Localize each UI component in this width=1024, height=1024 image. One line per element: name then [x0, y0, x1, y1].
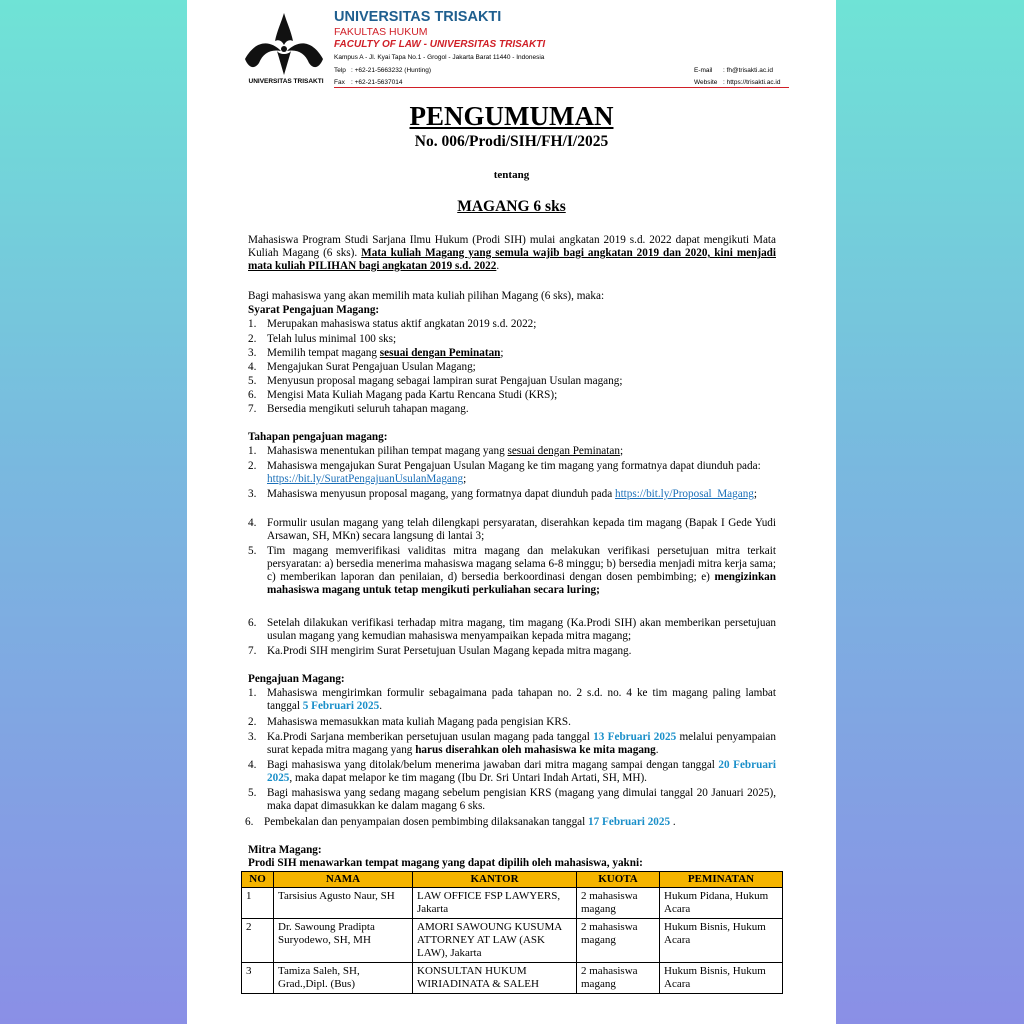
mitra-heading: Mitra Magang: [248, 844, 322, 856]
col-kantor: KANTOR [413, 872, 577, 888]
mitra-subheading: Prodi SIH menawarkan tempat magang yang dapat dipilih oleh mahasiswa, yakni: [248, 857, 643, 869]
cell-kantor: AMORI SAWOUNG KUSUMA ATTORNEY AT LAW (ASK LAW), Jakarta [413, 919, 577, 963]
trisakti-logo-icon [241, 11, 327, 77]
cell-kuota: 2 mahasiswa magang [577, 888, 660, 919]
fax-label: Fax [334, 79, 345, 86]
email-value: : fh@trisakti.ac.id [723, 67, 773, 74]
col-nama: NAMA [274, 872, 413, 888]
cell-no: 2 [242, 919, 274, 963]
cell-kantor: LAW OFFICE FSP LAWYERS, Jakarta [413, 888, 577, 919]
website-value: : https://trisakti.ac.id [723, 79, 781, 86]
cell-nama: Tamiza Saleh, SH, Grad.,Dipl. (Bus) [274, 963, 413, 994]
cell-kuota: 2 mahasiswa magang [577, 919, 660, 963]
cell-no: 1 [242, 888, 274, 919]
telp-value: : +62-21-5663232 (Hunting) [351, 67, 432, 74]
campus-address: Kampus A - Jl. Kyai Tapa No.1 - Grogol - Jakarta Barat 11440 - Indonesia [334, 54, 545, 61]
cell-no: 3 [242, 963, 274, 994]
table-row [242, 919, 783, 963]
table-row [242, 888, 783, 919]
col-kuota: KUOTA [577, 872, 660, 888]
doc-number: No. 006/Prodi/SIH/FH/I/2025 [414, 133, 609, 150]
link-proposal-magang[interactable]: https://bit.ly/Proposal_Magang [614, 488, 754, 500]
header-divider [334, 87, 789, 88]
cell-peminatan: Hukum Bisnis, Hukum Acara [660, 919, 783, 963]
col-peminatan: PEMINATAN [660, 872, 783, 888]
fax-value: : +62-21-5637014 [351, 79, 403, 86]
intro-paragraph: Mahasiswa Program Studi Sarjana Ilmu Hukum (Prodi SIH) mulai angkatan 2019 s.d. 2022 dapat mengikuti Mata Kuliah Magang (6 sks). Mata kuliah Magang yang semula wajib bagi angkatan 2019 dan 2020, kini menjadi mata kuliah PILIHAN bagi angkatan 2019 s.d. 2022. [248, 234, 776, 272]
syarat-heading: Syarat Pengajuan Magang: [248, 304, 380, 316]
website-label: Website [694, 79, 718, 86]
intro-emphasis: Mata kuliah Magang yang semula wajib bagi angkatan 2019 dan 2020, kini menjadi mata kuliah PILIHAN bagi angkatan 2019 s.d. 2022 [248, 247, 776, 272]
table-header-row [242, 872, 783, 888]
university-name: UNIVERSITAS TRISAKTI [334, 9, 502, 25]
doc-subject: MAGANG 6 sks [457, 198, 566, 215]
faculty-name-en: FACULTY OF LAW - UNIVERSITAS TRISAKTI [334, 39, 546, 50]
col-no: NO [242, 872, 274, 888]
document-page: UNIVERSITAS TRISAKTI UNIVERSITAS TRISAKTI FAKULTAS HUKUM FACULTY OF LAW - UNIVERSITAS TRISAKTI Kampus A - Jl. Kyai Tapa No.1 - Grogol - Jakarta Barat 11440 - Indonesia Telp : +62-21-5663232 (Hunting) Fax : +62-21-5637014 E-mail : fh@trisakti.ac.id Website : https://trisakti.ac.id PENGUMUMAN No. 006/Prodi/SIH/FH/I/2025 tentang MAGANG 6 sks Mahasiswa Program Studi Sarjana Ilmu Hukum (Prodi SIH) mulai angkatan 2019 s.d. 2022 dapat mengikuti Mata Kuliah Magang (6 sks). Mata kuliah Magang yang semula wajib bagi angkatan 2019 dan 2020, kini menjadi mata kuliah PILIHAN bagi angkatan 2019 s.d. 2022. Bagi mahasiswa yang akan memilih mata kuliah pilihan Magang (6 sks), maka: Syarat Pengajuan Magang: 1. Merupakan mahasiswa status aktif angkatan 2019 s.d. 2022; 2. Telah lulus minimal 100 sks; 3. Memilih tempat magang sesuai dengan Peminatan; 4. Mengajukan Surat Pengajuan Usulan Magang; 5. Menyusun proposal magang sebagai lampiran surat Pengajuan Usulan magang; 6. Mengisi Mata Kuliah Magang pada Kartu Rencana Studi (KRS); 7. Bersedia mengikuti seluruh tahapan magang. Tahapan pengajuan magang: 1. Mahasiswa menentukan pilihan tempat magang yang sesuai dengan Peminatan; 2. Mahasiswa mengajukan Surat Pengajuan Usulan Magang ke tim magang yang formatnya dapat diunduh pada: https://bit.ly/SuratPengajuanUsulanMagang; 3. Mahasiswa menyusun proposal magang, yang formatnya dapat diunduh pada https://bit.ly/Proposal_Magang; 4. Formulir usulan magang yang telah dilengkapi persyaratan, diserahkan kepada tim magang (Bapak I Gede Yudi Arsawan, SH, MKn) secara langsung di lantai 3; 5. Tim magang memverifikasi validitas mitra magang dan melakukan verifikasi persetujuan mitra terkait persyaratan: a) bersedia menerima mahasiswa magang selama 6-8 minggu; b) bersedia menjadi mitra kerja sama; c) memberikan laporan dan penilaian, d) bersedia berkoordinasi dengan dosen pembimbing; e) mengizinkan mahasiswa magang untuk tetap mengikuti perkuliahan secara luring; 6. Setelah dilakukan verifikasi terhadap mitra magang, tim magang (Ka.Prodi SIH) akan memberikan persetujuan usulan magang yang kemudian mahasiswa menyampaikan kepada mitra magang; 7. Ka.Prodi SIH mengirim Surat Persetujuan Usulan Magang kepada mitra magang. Pengajuan Magang: 1. Mahasiswa mengirimkan formulir sebagaimana pada tahapan no. 2 s.d. no. 4 ke tim magang paling lambat tanggal 5 Februari 2025. 2. Mahasiswa memasukkan mata kuliah Magang pada pengisian KRS. 3. Ka.Prodi Sarjana memberikan persetujuan usulan magang pada tanggal 13 Februari 2025 melalui penyampaian surat kepada mitra magang yang harus diserahkan oleh mahasiswa ke mita magang. 4. Bagi mahasiswa yang ditolak/belum menerima jawaban dari mitra magang sampai dengan tanggal 20 Februari 2025, maka dapat melapor ke tim magang (Ibu Dr. Sri Untari Indah Artati, SH, MH). 5. Bagi mahasiswa yang sedang magang sebelum pengisian KRS (magang yang dimulai tanggal 20 Januari 2025), maka dapat dimasukkan ke dalam magang 6 sks. 6. Pembekalan dan penyampaian dosen pembimbing dilaksanakan tanggal 17 Februari 2025 . Mitra Magang: Prodi SIH menawarkan tempat magang yang dapat dipilih oleh mahasiswa, yakni: NO NAMA KANTOR KUOTA PEMINATAN 1 Tarsisius Agusto Naur, SH LAW OFFICE FSP LAWYERS, Jakarta 2 mahasiswa magang Hukum Pidana, Hukum Acara 2 Dr. Sawoung Pradipta Suryodewo, SH, MH AMORI SAWOUNG KUSUMA ATTORNEY AT LAW (ASK LAW), Jakarta 2 mahasiswa magang Hukum Bisnis, Hukum Acara 3 Tamiza Saleh, SH, Grad.,Dipl. (Bus) KONSULTAN HUKUM WIRIADINATA & SALEH 2 mahasiswa magang Hukum Bisnis, Hukum Acara [187, 0, 836, 1024]
cell-peminatan: Hukum Pidana, Hukum Acara [660, 888, 783, 919]
mitra-table [241, 871, 783, 994]
doc-about: tentang [493, 169, 530, 181]
link-surat-pengajuan[interactable]: https://bit.ly/SuratPengajuanUsulanMagang [267, 473, 464, 485]
cell-kantor: KONSULTAN HUKUM WIRIADINATA & SALEH [413, 963, 577, 994]
intro-paragraph-2: Bagi mahasiswa yang akan memilih mata kuliah pilihan Magang (6 sks), maka: [248, 290, 605, 302]
cell-kuota: 2 mahasiswa magang [577, 963, 660, 994]
faculty-name: FAKULTAS HUKUM [334, 26, 428, 38]
pengajuan-heading: Pengajuan Magang: [248, 673, 345, 685]
tahapan-heading: Tahapan pengajuan magang: [248, 431, 388, 443]
page-title: PENGUMUMAN [409, 101, 614, 131]
cell-nama: Tarsisius Agusto Naur, SH [274, 888, 413, 919]
cell-nama: Dr. Sawoung Pradipta Suryodewo, SH, MH [274, 919, 413, 963]
email-label: E-mail [694, 67, 713, 74]
table-row [242, 963, 783, 994]
logo-caption: UNIVERSITAS TRISAKTI [248, 78, 324, 85]
cell-peminatan: Hukum Bisnis, Hukum Acara [660, 963, 783, 994]
telp-label: Telp [334, 67, 346, 74]
